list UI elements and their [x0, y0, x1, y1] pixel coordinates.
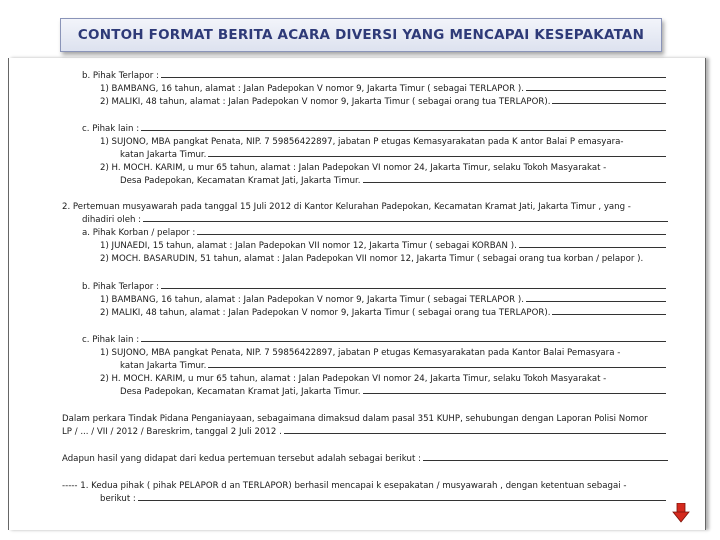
text-line: c. Pihak lain : [82, 123, 666, 136]
text-line: b. Pihak Terlapor : [82, 281, 666, 294]
text-line: Desa Padepokan, Kecamatan Kramat Jati, Jakarta Timur. [120, 175, 666, 188]
down-arrow-icon[interactable] [672, 503, 690, 523]
text-line: dihadiri oleh : [82, 214, 668, 227]
text-line: a. Pihak Korban / pelapor : [82, 227, 666, 240]
text-line: b. Pihak Terlapor : [82, 70, 666, 83]
text-line: Adapun hasil yang didapat dari kedua pertemuan tersebut adalah sebagai berikut : [62, 453, 668, 466]
title-banner [60, 18, 662, 52]
text-line: ----- 1. Kedua pihak ( pihak PELAPOR d an TERLAPOR) berhasil mencapai k esepakatan / musyawarah , dengan ketentuan sebagai - [62, 481, 627, 491]
page-title: CONTOH FORMAT BERITA ACARA DIVERSI YANG MENCAPAI KESEPAKATAN [77, 27, 645, 43]
text-line: LP / ... / VII / 2012 / Bareskrim, tanggal 2 Juli 2012 . [62, 426, 666, 439]
arrow-shaft [677, 503, 685, 513]
text-line: 2) MALIKI, 48 tahun, alamat : Jalan Padepokan V nomor 9, Jakarta Timur ( sebagai orang tua TERLAPOR). [100, 96, 666, 109]
text-line: 1) BAMBANG, 16 tahun, alamat : Jalan Padepokan V nomor 9, Jakarta Timur ( sebagai TERLAPOR ). [100, 83, 666, 96]
text-line: 2. Pertemuan musyawarah pada tanggal 15 Juli 2012 di Kantor Kelurahan Padepokan, Kecamatan Kramat Jati, Jakarta Timur , yang - [62, 202, 631, 212]
text-line: c. Pihak lain : [82, 334, 666, 347]
text-line: 1) BAMBANG, 16 tahun, alamat : Jalan Padepokan V nomor 9, Jakarta Timur ( sebagai TERLAPOR ). [100, 294, 666, 307]
text-line: 1) SUJONO, MBA pangkat Penata, NIP. 7 59856422897, jabatan P etugas Kemasyarakatan pada K antor Balai P emasyara- [100, 137, 624, 147]
text-line: katan Jakarta Timur. [120, 149, 666, 162]
text-line: 1) JUNAEDI, 15 tahun, alamat : Jalan Padepokan VII nomor 12, Jakarta Timur ( sebagai KORBAN ). [100, 240, 666, 253]
text-line: 2) MALIKI, 48 tahun, alamat : Jalan Padepokan V nomor 9, Jakarta Timur ( sebagai orang tua TERLAPOR). [100, 307, 666, 320]
text-line: 1) SUJONO, MBA pangkat Penata, NIP. 7 59856422897, jabatan P etugas Kemasyarakatan pada Kantor Balai Pemasyara - [100, 348, 621, 358]
arrow-head [673, 512, 689, 522]
text-line: berikut : [100, 493, 666, 506]
text-line: 2) H. MOCH. KARIM, u mur 65 tahun, alamat : Jalan Padepokan VI nomor 24, Jakarta Timur, selaku Tokoh Masyarakat - [100, 163, 607, 173]
text-line: Desa Padepokan, Kecamatan Kramat Jati, Jakarta Timur. [120, 386, 666, 399]
text-line: 2) MOCH. BASARUDIN, 51 tahun, alamat : Jalan Padepokan VII nomor 12, Jakarta Timur ( sebagai orang tua korban / pelapor ). [100, 254, 644, 264]
text-line: 2) H. MOCH. KARIM, u mur 65 tahun, alamat : Jalan Padepokan VI nomor 24, Jakarta Timur, selaku Tokoh Masyarakat - [100, 374, 607, 384]
text-line: katan Jakarta Timur. [120, 360, 666, 373]
text-line: Dalam perkara Tindak Pidana Penganiayaan, sebagaimana dimaksud dalam pasal 351 KUHP, sehubungan dengan Laporan Polisi Nomor [62, 414, 648, 424]
